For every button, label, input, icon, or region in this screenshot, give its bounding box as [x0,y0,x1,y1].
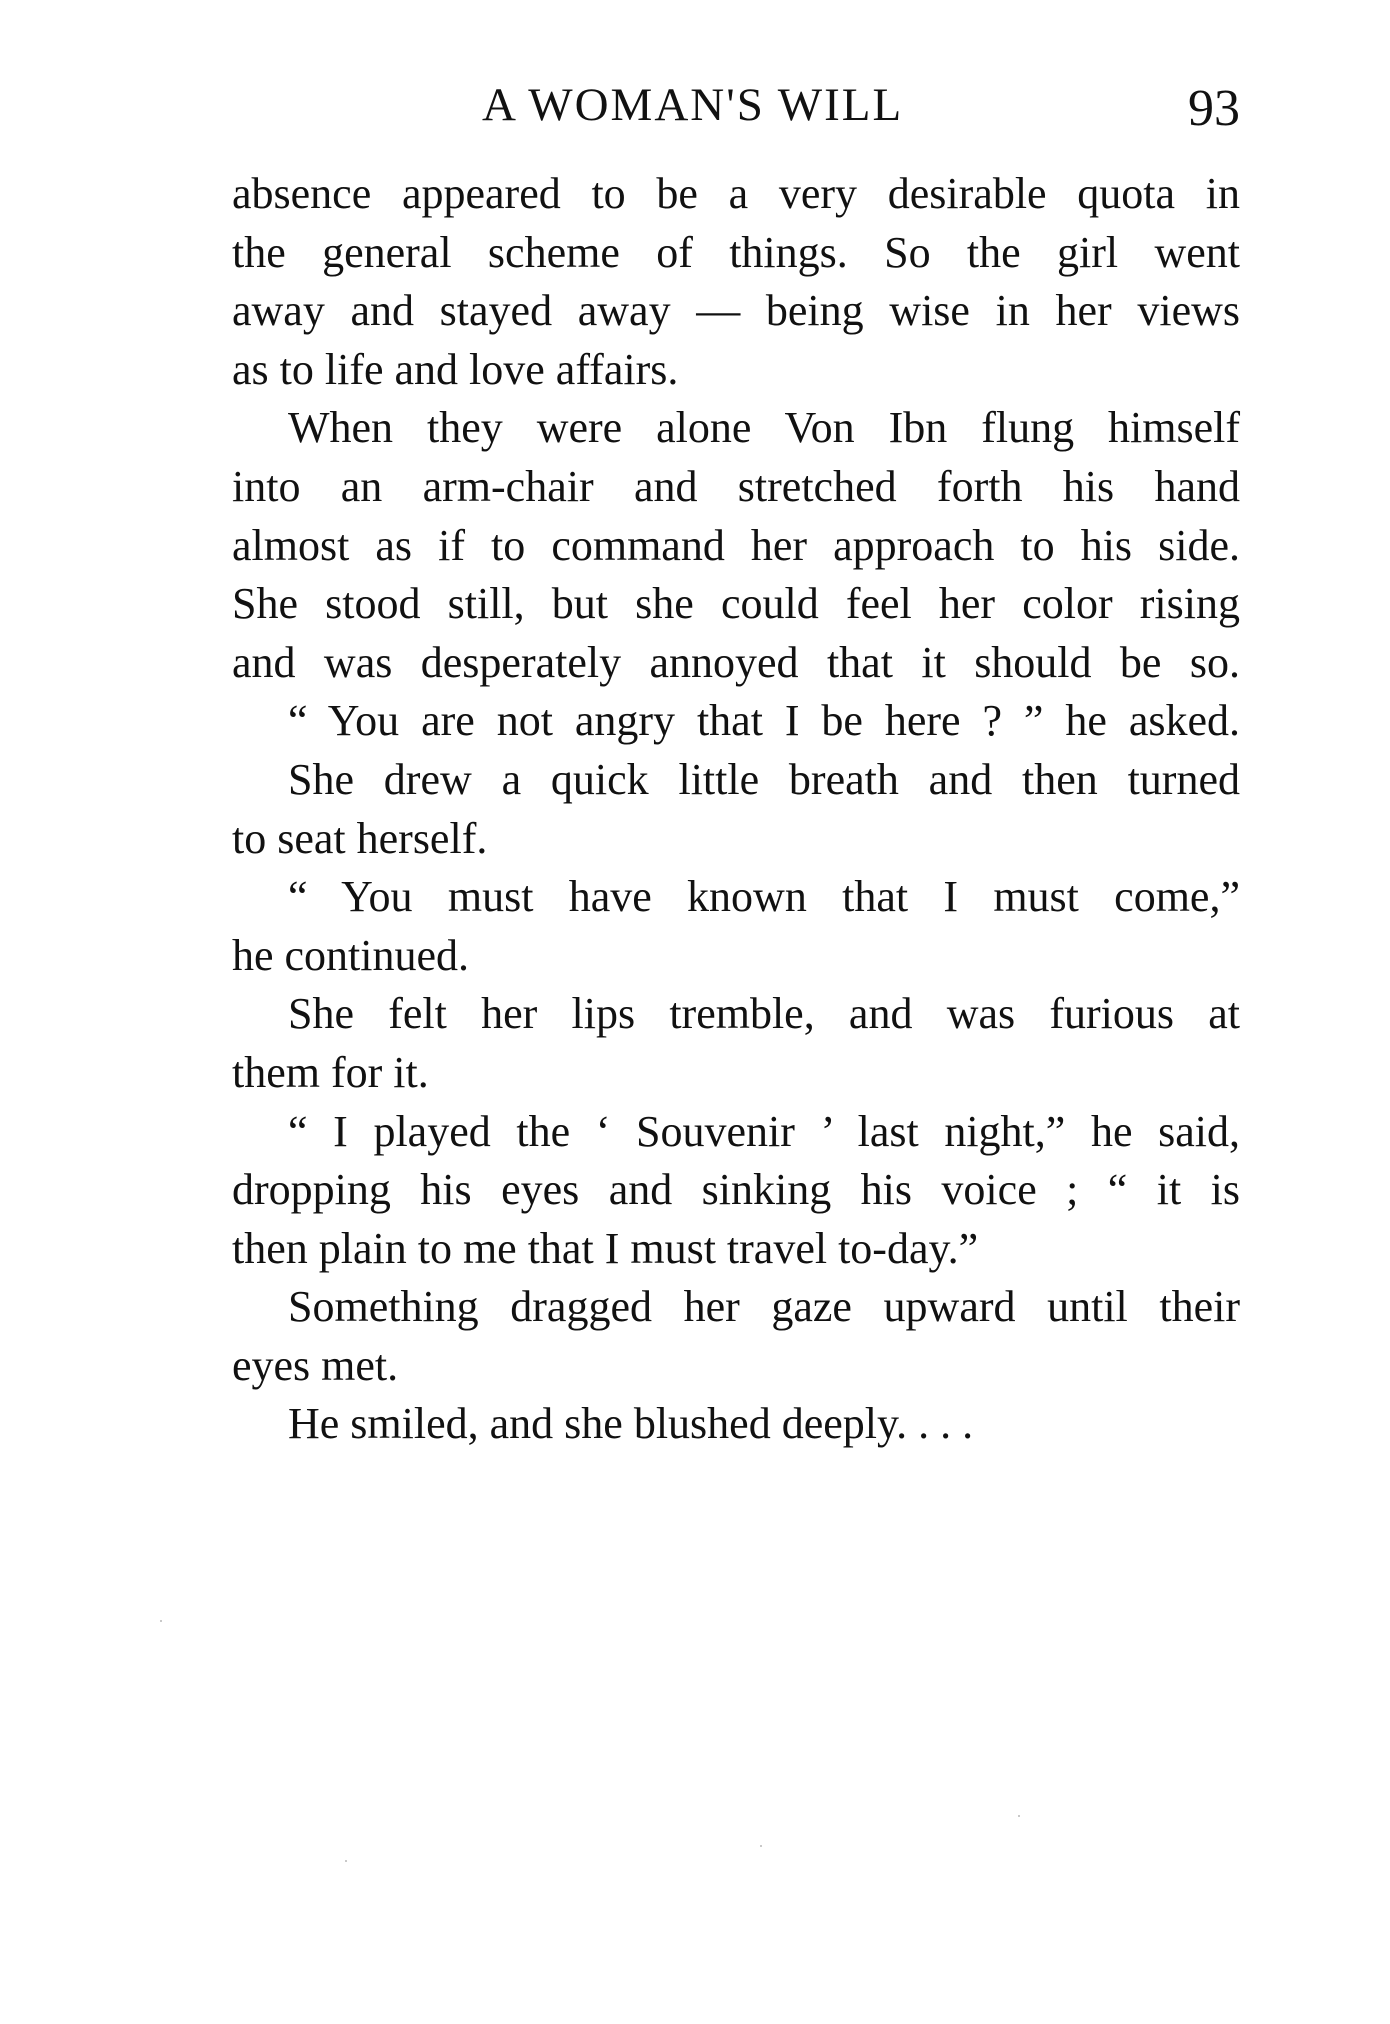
text-line: “ I played the ‘ Souvenir ’ last night,” he said, [288,1106,1240,1156]
text-line: almost as if to command her approach to his side. [232,520,1240,570]
text-line: She stood still, but she could feel her color rising [232,579,1240,629]
text-line: eyes met. [232,1340,399,1390]
text-line: and was desperately annoyed that it should be so. [232,637,1240,687]
text-line: She felt her lips tremble, and was furious at [288,989,1240,1039]
text-line: She drew a quick little breath and then turned [288,754,1240,804]
text-line: into an arm-chair and stretched forth his hand [232,461,1240,511]
running-title: A WOMAN'S WILL [482,79,904,131]
text-line: “ You must have known that I must come,” [288,872,1240,922]
text-line: away and stayed away — being wise in her views [232,286,1240,336]
text-line: When they were alone Von Ibn flung himself [288,403,1240,453]
text-line: them for it. [232,1047,429,1097]
text-line: then plain to me that I must travel to-day.” [232,1223,979,1273]
text-line: as to life and love affairs. [232,344,679,394]
text-line: Something dragged her gaze upward until their [288,1282,1240,1332]
text-line: absence appeared to be a very desirable quota in [232,169,1240,218]
page-number: 93 [1188,80,1240,137]
text-line: the general scheme of things. So the girl went [232,227,1240,277]
scan-speck [1018,1815,1020,1817]
scan-speck [760,1845,762,1847]
running-head [232,70,1240,140]
text-line: He smiled, and she blushed deeply. . . . [288,1399,974,1449]
scan-speck [345,1860,347,1862]
text-line: “ You are not angry that I be here ? ” he asked. [288,696,1240,746]
text-line: to seat herself. [232,813,488,863]
text-line: he continued. [232,930,470,980]
body-text [232,165,1240,1454]
text-line: dropping his eyes and sinking his voice ; “ it is [232,1165,1240,1215]
scan-speck [160,1620,162,1622]
